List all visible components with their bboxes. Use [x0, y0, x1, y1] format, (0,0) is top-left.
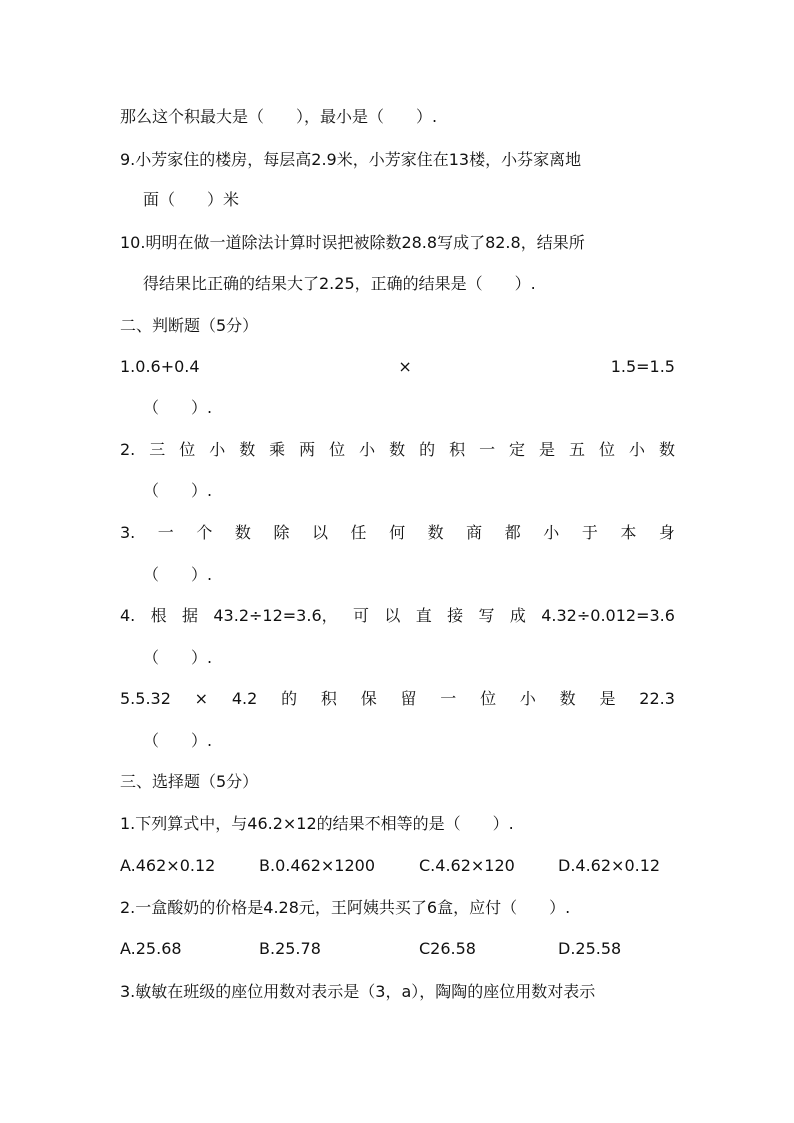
judge-text-part: 数 [239, 440, 256, 459]
judge-text-part: 留 [400, 689, 417, 708]
judge-text-part: 一 [440, 689, 457, 708]
judge-text-part: 商 [466, 523, 483, 542]
judge-text-part: 3. [120, 523, 136, 542]
option-a: A.25.68 [120, 939, 182, 958]
judge-text-part: 小 [359, 440, 376, 459]
judge-text-part: 数 [658, 440, 675, 459]
q8-tail: 那么这个积最大是（ ），最小是（ ）. [120, 107, 438, 126]
judge-text-part: 数 [559, 689, 576, 708]
judge-text-part: 22.3 [639, 689, 675, 708]
judge-text-part: 是 [599, 689, 616, 708]
judge-text-part: 身 [658, 523, 675, 542]
option-c: C.4.62×120 [419, 856, 515, 875]
judge-text-part: 小 [519, 689, 536, 708]
option-b: B.25.78 [259, 939, 321, 958]
judge-text-part: 的 [419, 440, 436, 459]
q10-line2: 得结果比正确的结果大了2.25，正确的结果是（ ）. [143, 274, 536, 293]
judge-item-3 [120, 523, 675, 543]
judge-text-part: 以 [311, 523, 328, 542]
judge-text-part: 数 [427, 523, 444, 542]
q10-line1: 10.明明在做一道除法计算时误把被除数28.8写成了82.8，结果所 [120, 233, 585, 252]
judge-text-part: 是 [539, 440, 556, 459]
judge-text-part: 根 [150, 606, 167, 625]
judge-answer-1: （ ）. [143, 398, 213, 417]
judge-text-part: 直 [415, 606, 432, 625]
option-d: D.4.62×0.12 [558, 856, 661, 875]
judge-text-part: 4.2 [231, 689, 258, 708]
judge-text-part: 两 [299, 440, 316, 459]
judge-text-part: 积 [320, 689, 337, 708]
judge-answer-2: （ ）. [143, 481, 213, 500]
judge-text-part: 数 [234, 523, 251, 542]
judge-text-part: × [194, 689, 209, 708]
judge-answer-5: （ ）. [143, 731, 213, 750]
judge-text-part: 于 [581, 523, 598, 542]
judge-item-2 [120, 440, 675, 460]
choice-q2-text: 2.一盒酸奶的价格是4.28元，王阿姨共买了6盒，应付（ ）. [120, 898, 571, 917]
judge-text-part: 除 [273, 523, 290, 542]
judge-text-part: 1.0.6+0.4 [120, 357, 200, 376]
judge-item-5 [120, 689, 675, 709]
section3-title: 三、选择题（5分） [120, 772, 259, 791]
judge-text-part: 本 [620, 523, 637, 542]
section2-title: 二、判断题（5分） [120, 316, 259, 335]
judge-text-part: 位 [179, 440, 196, 459]
option-c: C26.58 [419, 939, 476, 958]
judge-text-part: × [398, 357, 412, 376]
judge-text-part: 1.5=1.5 [610, 357, 675, 376]
judge-text-part: 接 [447, 606, 464, 625]
judge-text-part: 位 [599, 440, 616, 459]
judge-text-part: 5.5.32 [120, 689, 171, 708]
judge-item-4 [120, 606, 675, 626]
judge-text-part: 数 [389, 440, 406, 459]
judge-text-part: 4.32÷0.012=3.6 [541, 606, 675, 625]
judge-text-part: 何 [389, 523, 406, 542]
judge-text-part: 写 [478, 606, 495, 625]
judge-item-1 [120, 357, 675, 377]
option-d: D.25.58 [558, 939, 622, 958]
judge-text-part: 可 [352, 606, 369, 625]
judge-text-part: 保 [360, 689, 377, 708]
judge-text-part: 以 [384, 606, 401, 625]
q9-line1: 9.小芳家住的楼房，每层高2.9米，小芳家住在13楼，小芬家离地 [120, 150, 582, 169]
judge-text-part: 五 [569, 440, 586, 459]
choice-q3-text: 3.敏敏在班级的座位用数对表示是（3，a），陶陶的座位用数对表示 [120, 982, 596, 1001]
option-b: B.0.462×1200 [259, 856, 375, 875]
judge-text-part: 个 [196, 523, 213, 542]
judge-text-part: 三 [149, 440, 166, 459]
judge-text-part: 4. [120, 606, 136, 625]
judge-text-part: 乘 [269, 440, 286, 459]
judge-text-part: 成 [509, 606, 526, 625]
judge-text-part: 积 [449, 440, 466, 459]
judge-text-part: 一 [479, 440, 496, 459]
judge-text-part: 2. [120, 440, 136, 459]
judge-text-part: 小 [628, 440, 645, 459]
judge-text-part: 小 [543, 523, 560, 542]
judge-answer-3: （ ）. [143, 565, 213, 584]
judge-answer-4: （ ）. [143, 648, 213, 667]
judge-text-part: 都 [504, 523, 521, 542]
judge-text-part: 位 [329, 440, 346, 459]
choice-q1-text: 1.下列算式中，与46.2×12的结果不相等的是（ ）. [120, 814, 514, 833]
judge-text-part: 的 [281, 689, 298, 708]
option-a: A.462×0.12 [120, 856, 216, 875]
judge-text-part: 一 [157, 523, 174, 542]
judge-text-part: 据 [182, 606, 199, 625]
judge-text-part: 定 [509, 440, 526, 459]
judge-text-part: 小 [209, 440, 226, 459]
judge-text-part: 任 [350, 523, 367, 542]
judge-text-part: 43.2÷12=3.6， [213, 606, 338, 625]
judge-text-part: 位 [480, 689, 497, 708]
q9-line2: 面（ ）米 [143, 190, 240, 209]
